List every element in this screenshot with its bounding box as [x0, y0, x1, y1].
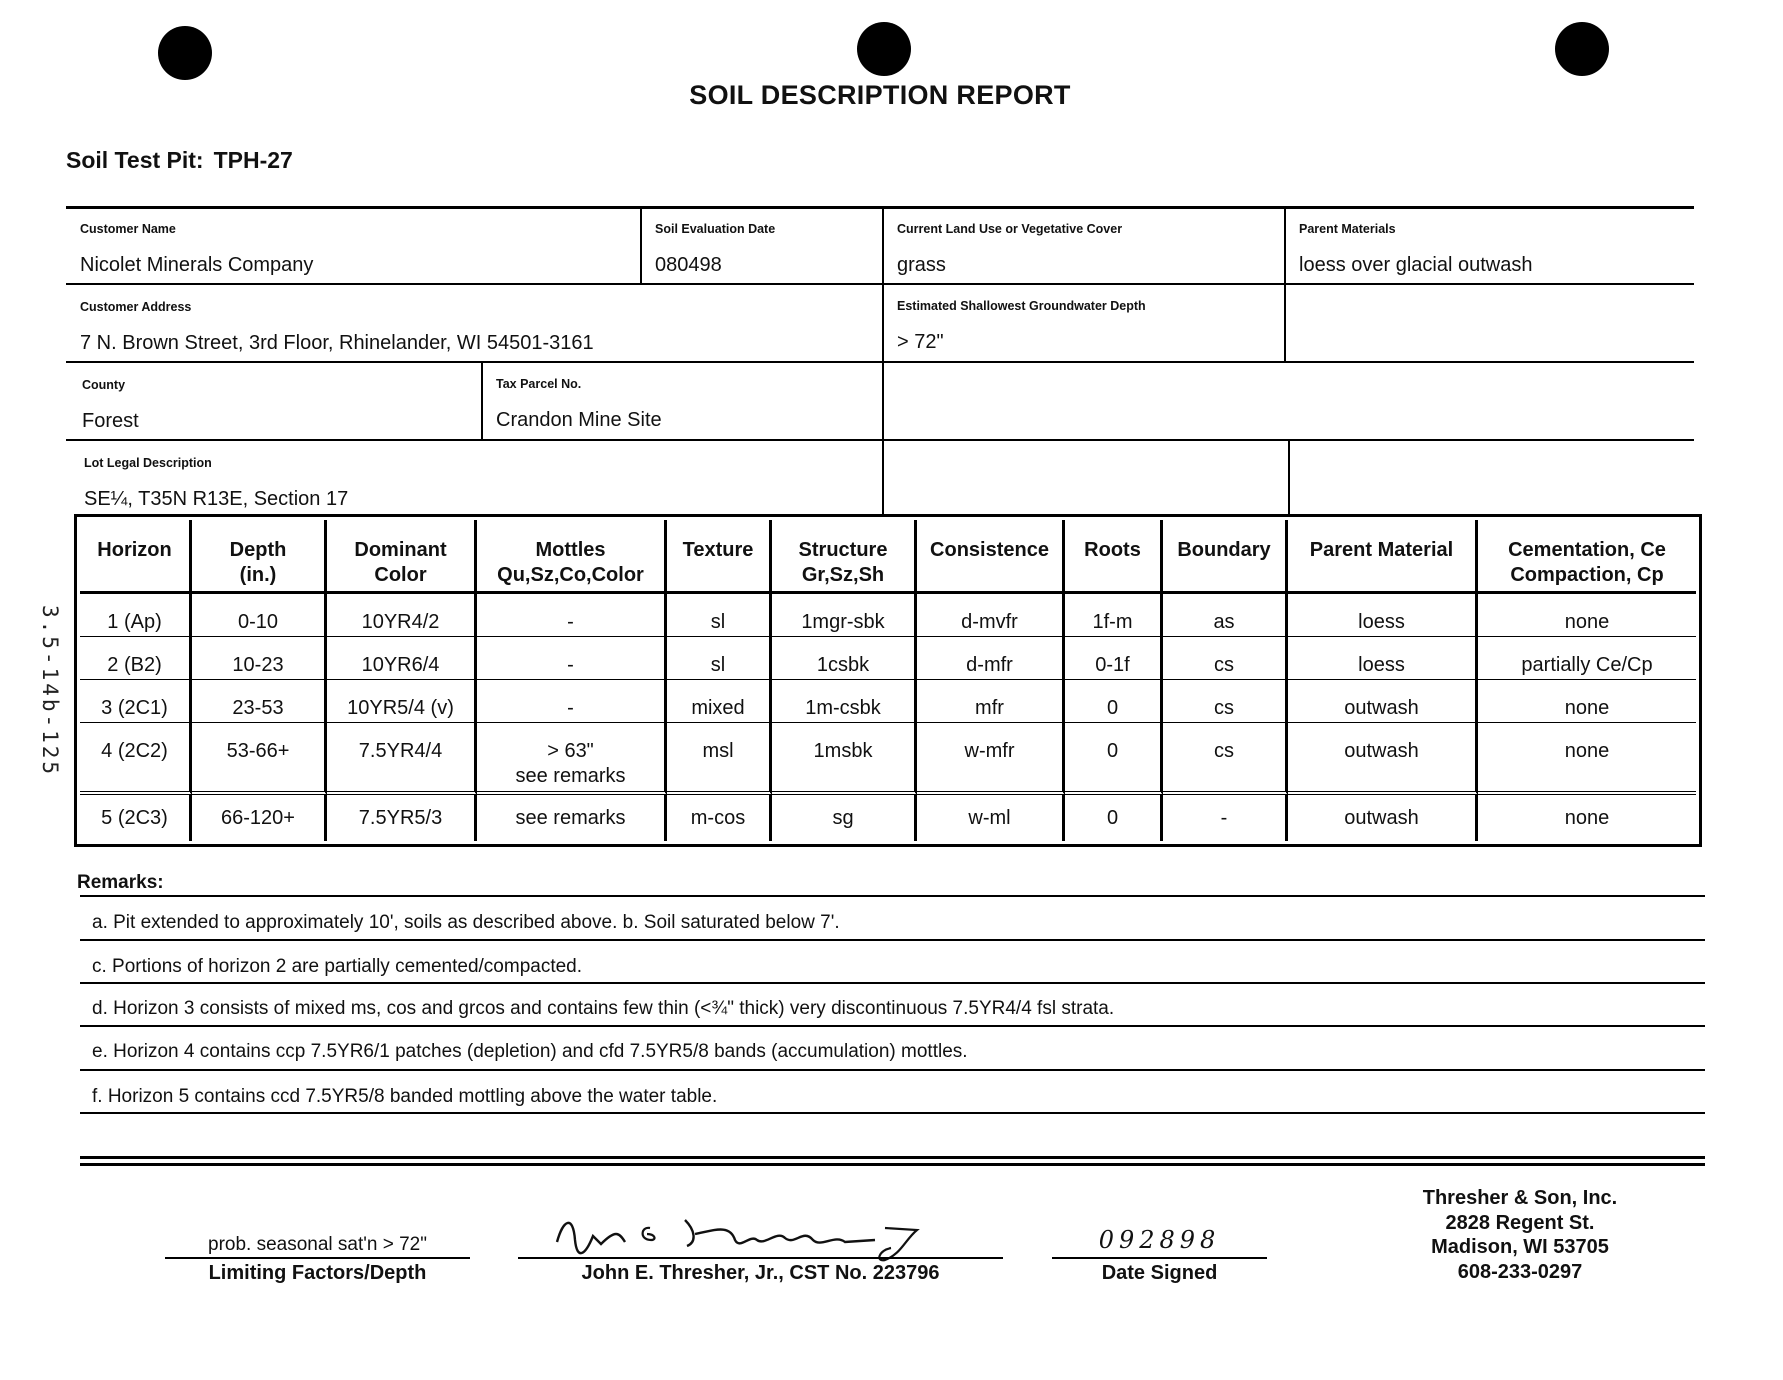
- cell-color: 10YR4/2: [327, 594, 477, 637]
- cell-color: 10YR5/4 (v): [327, 680, 477, 723]
- cell-horizon: 2 (B2): [80, 637, 192, 680]
- field-value: grass: [897, 254, 946, 276]
- company-city: Madison, WI 53705: [1431, 1236, 1609, 1258]
- remark-item: f. Horizon 5 contains ccd 7.5YR5/8 banded mottling above the water table.: [92, 1086, 718, 1107]
- punch-hole-left: [158, 26, 212, 80]
- cell-parent-material: loess: [1288, 594, 1478, 637]
- cell-horizon: 4 (2C2): [80, 723, 192, 795]
- cell-depth: 23-53: [192, 680, 327, 723]
- cell-roots: 0: [1065, 723, 1163, 795]
- cell-structure: 1mgr-sbk: [772, 594, 917, 637]
- cell-parent-material: outwash: [1288, 680, 1478, 723]
- remarks-rule: [80, 982, 1705, 984]
- cell-structure: 1csbk: [772, 637, 917, 680]
- cell-depth: 66-120+: [192, 795, 327, 841]
- cell-color: 7.5YR5/3: [327, 795, 477, 841]
- remark-item: c. Portions of horizon 2 are partially cemented/compacted.: [92, 956, 583, 977]
- handwritten-signature: [545, 1200, 955, 1270]
- header-rule: [66, 361, 1694, 363]
- date-signed-value: 092898: [1098, 1226, 1221, 1254]
- cell-mottles: -: [477, 680, 667, 723]
- header-divider: [1284, 206, 1286, 361]
- field-value: 080498: [655, 254, 722, 276]
- remarks-rule: [80, 1112, 1705, 1114]
- signature-line: [165, 1257, 470, 1259]
- field-label: Soil Evaluation Date: [655, 222, 776, 236]
- cell-horizon: 3 (2C1): [80, 680, 192, 723]
- cell-structure: 1m-csbk: [772, 680, 917, 723]
- field-value: Nicolet Minerals Company: [80, 254, 314, 276]
- cell-boundary: -: [1163, 795, 1288, 841]
- cell-texture: m-cos: [667, 795, 772, 841]
- table-row: [80, 594, 1696, 637]
- remarks-label: Remarks:: [77, 872, 164, 893]
- report-title: SOIL DESCRIPTION REPORT: [689, 80, 1071, 110]
- cell-parent-material: outwash: [1288, 723, 1478, 795]
- cell-parent-material: outwash: [1288, 795, 1478, 841]
- col-header-horizon: Horizon: [80, 520, 192, 594]
- cell-color: 10YR6/4: [327, 637, 477, 680]
- header-divider: [882, 206, 884, 514]
- footer-double-rule: [80, 1163, 1705, 1166]
- date-signed-label: Date Signed: [1101, 1262, 1218, 1284]
- header-rule: [66, 206, 1694, 209]
- remarks-rule: [80, 895, 1705, 897]
- cell-boundary: as: [1163, 594, 1288, 637]
- cell-structure: sg: [772, 795, 917, 841]
- field-value: Crandon Mine Site: [496, 409, 662, 431]
- table-row: [80, 680, 1696, 723]
- header-divider: [481, 361, 483, 439]
- cell-roots: 0-1f: [1065, 637, 1163, 680]
- signature-line: [1052, 1257, 1267, 1259]
- cell-horizon: 1 (Ap): [80, 594, 192, 637]
- remarks-rule: [80, 939, 1705, 941]
- company-street: 2828 Regent St.: [1445, 1211, 1595, 1234]
- cell-mottles: > 63" see remarks: [477, 723, 667, 795]
- cell-boundary: cs: [1163, 680, 1288, 723]
- remarks-rule: [80, 1069, 1705, 1071]
- col-header-structure: Structure Gr,Sz,Sh: [772, 520, 917, 594]
- cell-texture: msl: [667, 723, 772, 795]
- cell-boundary: cs: [1163, 723, 1288, 795]
- col-header-cementation: Cementation, Ce Compaction, Cp: [1478, 520, 1696, 594]
- field-label: Parent Materials: [1299, 222, 1396, 236]
- soil-test-pit-label: Soil Test Pit:: [66, 147, 204, 173]
- col-header-depth: Depth (in.): [192, 520, 327, 594]
- cell-cementation: partially Ce/Cp: [1478, 637, 1696, 680]
- company-name: Thresher & Son, Inc.: [1422, 1187, 1618, 1209]
- field-value: SE¼, T35N R13E, Section 17: [84, 488, 349, 510]
- company-phone: 608-233-0297: [1457, 1260, 1583, 1283]
- cell-mottles: see remarks: [477, 795, 667, 841]
- cell-roots: 0: [1065, 795, 1163, 841]
- field-value: loess over glacial outwash: [1299, 254, 1533, 276]
- col-header-roots: Roots: [1065, 520, 1163, 594]
- col-header-consistence: Consistence: [917, 520, 1065, 594]
- cell-depth: 0-10: [192, 594, 327, 637]
- cell-cementation: none: [1564, 806, 1610, 829]
- punch-hole-right: [1555, 22, 1609, 76]
- field-label: Customer Name: [80, 222, 176, 236]
- col-header-mottles: Mottles Qu,Sz,Co,Color: [477, 520, 667, 594]
- field-label: Current Land Use or Vegetative Cover: [897, 222, 1123, 236]
- cell-consistence: d-mfr: [917, 637, 1065, 680]
- remarks-rule: [80, 1025, 1705, 1027]
- signer-label: John E. Thresher, Jr., CST No. 223796: [581, 1262, 940, 1284]
- cell-texture: mixed: [667, 680, 772, 723]
- cell-structure: 1msbk: [772, 723, 917, 795]
- cell-cementation: none: [1478, 594, 1696, 637]
- company-block: [1380, 1186, 1660, 1284]
- cell-texture: sl: [667, 594, 772, 637]
- field-label: Customer Address: [80, 300, 192, 314]
- field-label: Tax Parcel No.: [496, 377, 582, 391]
- col-header-parent-material: Parent Material: [1288, 520, 1478, 594]
- header-rule: [66, 283, 1694, 285]
- soil-test-pit: [66, 147, 293, 174]
- cell-depth: 10-23: [192, 637, 327, 680]
- cell-consistence: mfr: [917, 680, 1065, 723]
- table-row: [80, 637, 1696, 680]
- cell-texture: sl: [667, 637, 772, 680]
- cell-roots: 0: [1065, 680, 1163, 723]
- handwritten-margin-note: 3.5-14b-125: [38, 605, 62, 778]
- cell-mottles: -: [477, 637, 667, 680]
- cell-color: 7.5YR4/4: [327, 723, 477, 795]
- cell-consistence: w-ml: [917, 795, 1065, 841]
- col-header-color: Dominant Color: [327, 520, 477, 594]
- field-label: Estimated Shallowest Groundwater Depth: [897, 299, 1146, 313]
- header-rule: [66, 439, 1694, 441]
- field-value: Forest: [82, 410, 139, 432]
- field-label: Lot Legal Description: [84, 456, 212, 470]
- header-divider: [1288, 439, 1290, 514]
- cell-mottles: -: [477, 594, 667, 637]
- cell-cementation: none: [1478, 723, 1696, 795]
- punch-hole-center: [857, 22, 911, 76]
- table-header-row: [80, 520, 1696, 594]
- table-row: [80, 723, 1696, 795]
- limiting-factors-label: Limiting Factors/Depth: [208, 1262, 427, 1284]
- footer-double-rule: [80, 1156, 1705, 1159]
- remark-item: e. Horizon 4 contains ccp 7.5YR6/1 patches (depletion) and cfd 7.5YR5/8 bands (accumulation) mottles.: [92, 1041, 968, 1062]
- cell-boundary: cs: [1163, 637, 1288, 680]
- cell-depth: 53-66+: [192, 723, 327, 795]
- soil-test-pit-value: TPH-27: [213, 147, 293, 173]
- soil-horizon-table: [74, 514, 1702, 847]
- table-row: [80, 795, 1696, 841]
- cell-consistence: w-mfr: [917, 723, 1065, 795]
- field-value: 7 N. Brown Street, 3rd Floor, Rhinelander, WI 54501-3161: [80, 332, 594, 354]
- cell-horizon: 5 (2C3): [80, 795, 192, 841]
- col-header-boundary: Boundary: [1163, 520, 1288, 594]
- remark-item: d. Horizon 3 consists of mixed ms, cos and grcos and contains few thin (<¾" thick) very discontinuous 7.5YR4/4 fsl strata.: [92, 998, 1115, 1019]
- cell-cementation: none: [1478, 680, 1696, 723]
- limiting-factors-value: prob. seasonal sat'n > 72": [208, 1234, 427, 1255]
- remark-item: a. Pit extended to approximately 10', soils as described above. b. Soil saturated below 7'.: [92, 912, 840, 933]
- col-header-texture: Texture: [667, 520, 772, 594]
- header-divider: [640, 206, 642, 284]
- signature-line: [518, 1257, 1003, 1259]
- cell-roots: 1f-m: [1065, 594, 1163, 637]
- field-label: County: [82, 378, 126, 392]
- cell-consistence: d-mvfr: [917, 594, 1065, 637]
- cell-parent-material: loess: [1288, 637, 1478, 680]
- field-value: > 72": [897, 331, 944, 353]
